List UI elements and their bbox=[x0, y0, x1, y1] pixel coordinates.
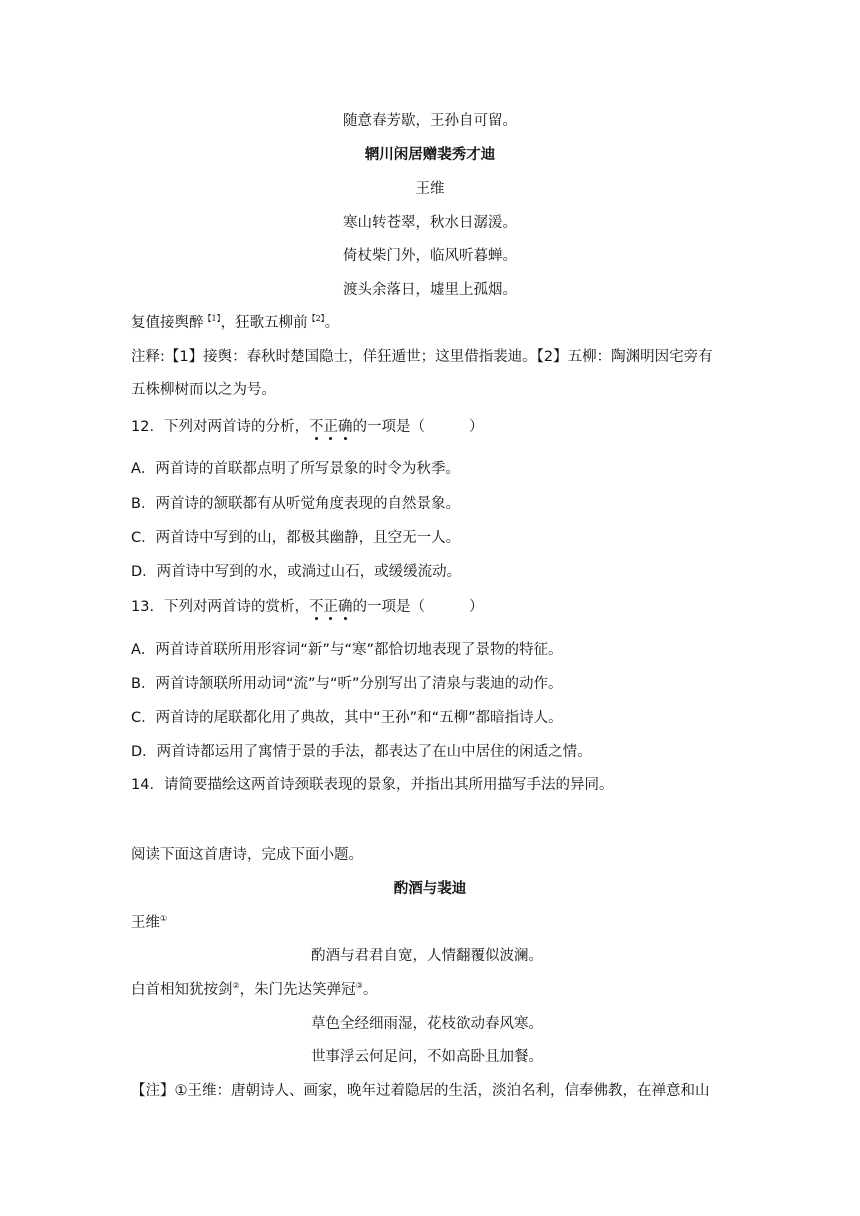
q12-prefix: 12．下列对两首诗的分析， bbox=[131, 419, 309, 435]
poem2-last-line-part1: 复值接舆醉 bbox=[131, 315, 204, 331]
section2-author bbox=[131, 913, 167, 933]
section2-author-note-marker: ① bbox=[160, 914, 168, 924]
section2-line-1: 酌酒与君君自宽，人情翻覆似波澜。 bbox=[311, 948, 543, 964]
section2-note: 【注】①王维：唐朝诗人、画家，晚年过着隐居的生活，淡泊名利，信奉佛教，在禅意和山 bbox=[131, 1083, 710, 1099]
q13-emphasis-1: 不 bbox=[308, 599, 324, 615]
section2-line-2-part2: ，朱门先达笑弹冠 bbox=[239, 982, 356, 998]
section2-note-marker-2: ② bbox=[232, 981, 240, 991]
section2-line-3: 草色全经细雨湿，花枝欲动春风寒。 bbox=[311, 1016, 543, 1032]
q13-suffix: 的一项是（ bbox=[352, 599, 425, 615]
section2-line-2 bbox=[131, 980, 377, 1000]
q12-option-d: D．两首诗中写到的水，或淌过山石，或缓缓流动。 bbox=[131, 564, 462, 580]
q12-suffix: 的一项是（ bbox=[352, 419, 425, 435]
q13-option-b: B．两首诗颔联所用动词“流”与“听”分别写出了清泉与裴迪的动作。 bbox=[131, 676, 563, 692]
section2-author-name: 王维 bbox=[131, 915, 160, 931]
notes-line-2: 五株柳树而以之为号。 bbox=[131, 382, 276, 398]
q12-option-a: A．两首诗的首联都点明了所写景象的时令为秋季。 bbox=[131, 461, 460, 477]
q12-option-b: B．两首诗的颔联都有从听觉角度表现的自然景象。 bbox=[131, 496, 460, 512]
question-14: 14．请简要描绘这两首诗颈联表现的景象，并指出其所用描写手法的异同。 bbox=[131, 777, 614, 793]
q13-option-c: C．两首诗的尾联都化用了典故，其中“王孙”和“五柳”都暗指诗人。 bbox=[131, 710, 563, 726]
question-12-stem bbox=[131, 417, 483, 437]
poem2-last-line-part3: 。 bbox=[324, 315, 340, 331]
question-13-stem bbox=[131, 597, 483, 617]
section2-line-2-part3: 。 bbox=[362, 982, 378, 998]
q12-end: ） bbox=[468, 419, 484, 435]
notes-line-1: 注释:【1】接舆：春秋时楚国隐士，佯狂遁世；这里借指裴迪。【2】五柳：陶渊明因宅旁有 bbox=[131, 349, 713, 365]
poem2-line-3: 渡头余落日，墟里上孤烟。 bbox=[343, 282, 517, 298]
q13-end: ） bbox=[468, 599, 484, 615]
poem2-author: 王维 bbox=[415, 181, 445, 197]
q12-emphasis-1: 不 bbox=[308, 419, 324, 435]
section2-line-2-part1: 白首相知犹按剑 bbox=[131, 982, 233, 998]
poem2-last-line-part2: ，狂歌五柳前 bbox=[220, 315, 308, 331]
poem2-last-line bbox=[131, 313, 339, 333]
q13-emphasis-3: 确 bbox=[337, 599, 353, 615]
poem2-title: 辋川闲居赠裴秀才迪 bbox=[364, 147, 496, 163]
q13-prefix: 13．下列对两首诗的赏析， bbox=[131, 599, 309, 615]
q12-emphasis-2: 正 bbox=[323, 419, 338, 435]
section2-poem-title: 酌酒与裴迪 bbox=[393, 881, 467, 897]
q13-emphasis-2: 正 bbox=[323, 599, 338, 615]
q12-emphasis-3: 确 bbox=[337, 419, 353, 435]
section2-line-4: 世事浮云何足问，不如高卧且加餐。 bbox=[311, 1049, 543, 1065]
q13-option-a: A．两首诗首联所用形容词“新”与“寒”都恰切地表现了景物的特征。 bbox=[131, 642, 563, 658]
q12-option-c: C．两首诗中写到的山，都极其幽静，且空无一人。 bbox=[131, 530, 461, 546]
q13-option-d: D．两首诗都运用了寓情于景的手法，都表达了在山中居住的闲适之情。 bbox=[131, 744, 592, 760]
section2-intro: 阅读下面这首唐诗，完成下面小题。 bbox=[131, 847, 363, 863]
section2-note-marker-3: ③ bbox=[355, 981, 363, 991]
footnote-marker-1: 【1】 bbox=[203, 314, 221, 324]
poem2-line-2: 倚杖柴门外，临风听暮蝉。 bbox=[343, 248, 517, 264]
poem2-line-1: 寒山转苍翠，秋水日潺湲。 bbox=[343, 215, 517, 231]
footnote-marker-2: 【2】 bbox=[307, 314, 325, 324]
poem1-tail-line: 随意春芳歇，王孙自可留。 bbox=[343, 113, 517, 129]
